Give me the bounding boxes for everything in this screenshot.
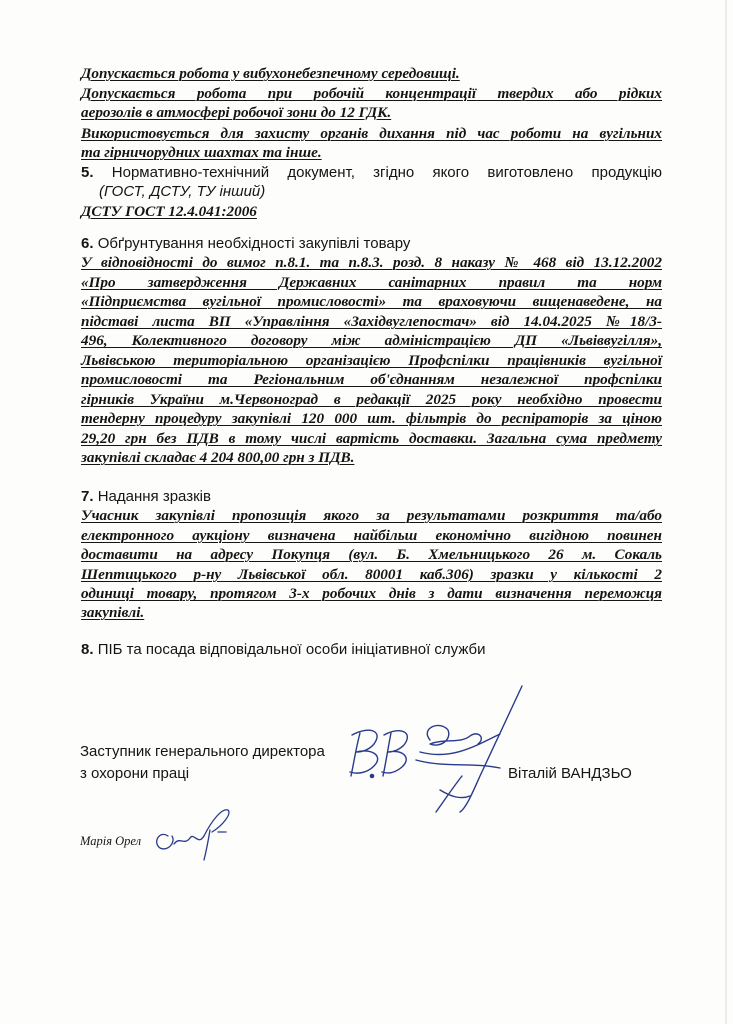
intro-line: аерозолів в атмосфері робочої зони до 12 ГДК. [81, 104, 392, 121]
section-5-title-cont: (ГОСТ, ДСТУ, ТУ інший) [99, 183, 266, 200]
section-6-line: тендерну процедуру закупівлі 120 000 шт. фільтрів до респіраторів за ціною [81, 410, 662, 427]
executor-signature [157, 810, 229, 860]
section-7-line: Шептицького р-ну Львівської обл. 80001 каб.306) зразки у кількості 2 [81, 566, 662, 583]
section-7-line: електронного аукціону визначена найбільш економічно вигідною повинен [81, 527, 662, 544]
section-5-value: ДСТУ ГОСТ 12.4.041:2006 [81, 203, 257, 220]
section-7-title: Надання зразків [97, 488, 211, 505]
section-6-line: У відповідності до вимог п.8.1. та п.8.3. розд. 8 наказу № 468 від 13.12.2002 [81, 254, 662, 271]
signatory-name: Віталій ВАНДЗЬО [508, 765, 632, 782]
signatory-position: Заступник генерального директора [80, 743, 325, 760]
section-6-line: 496, Колективного договору між адміністрацією ДП «Львіввугілля», [81, 332, 662, 349]
section-6-line: 29,20 грн без ПДВ в тому числі вартість доставки. Загальна сума предмету [81, 430, 662, 447]
section-6-number: 6. [81, 235, 94, 252]
section-6-line: «Підприємства вугільної промисловості» та враховуючи вищенаведене, на [81, 293, 662, 310]
intro-line: Допускається робота у вибухонебезпечному середовищі. [81, 65, 460, 82]
signatory-position-cont: з охорони праці [80, 765, 190, 782]
intro-line: Допускається робота при робочій концентрації твердих або рідких [81, 85, 662, 102]
section-7-line: закупівлі. [81, 604, 145, 621]
executor-name: Марія Орел [80, 834, 142, 848]
section-6-line: гірників України м.Червоноград в редакції 2025 року необхідно провести [81, 391, 662, 408]
section-5-title: Нормативно-технічний документ, згідно якого виготовлено продукцію [111, 164, 662, 181]
section-6-line: підставі листа ВП «Управління «Західвуглепостач» від 14.04.2025 №18/3- [81, 313, 662, 330]
section-7-line: Учасник закупівлі пропозиція якого за результатами розкриття та/або [81, 507, 662, 524]
section-6-line: Львівською територіальною організацією Профспілки працівників вугільної [81, 352, 662, 369]
section-6-line: промисловості та Регіональним об'єднанням незалежної профспілки [81, 371, 662, 388]
intro-line: Використовується для захисту органів дихання під час роботи на вугільних [81, 125, 662, 142]
section-8-title: ПІБ та посада відповідальної особи ініціативної служби [97, 641, 486, 658]
section-5-number: 5. [81, 164, 94, 181]
section-8-number: 8. [81, 641, 94, 658]
section-6-title: Обґрунтування необхідності закупівлі товару [97, 235, 411, 252]
intro-line: та гірничорудних шахтах та інше. [81, 144, 322, 161]
section-6-line: «Про затвердження Державних санітарних правил та норм [81, 274, 662, 291]
section-7-line: доставити на адресу Покупця (вул. Б. Хмельницького 26 м. Сокаль [81, 546, 662, 563]
section-7-number: 7. [81, 488, 94, 505]
section-6-line: закупівлі складає 4 204 800,00 грн з ПДВ. [81, 449, 355, 466]
section-7-line: одиниці товару, протягом 3-х робочих днів з дати визначення переможця [81, 585, 662, 602]
